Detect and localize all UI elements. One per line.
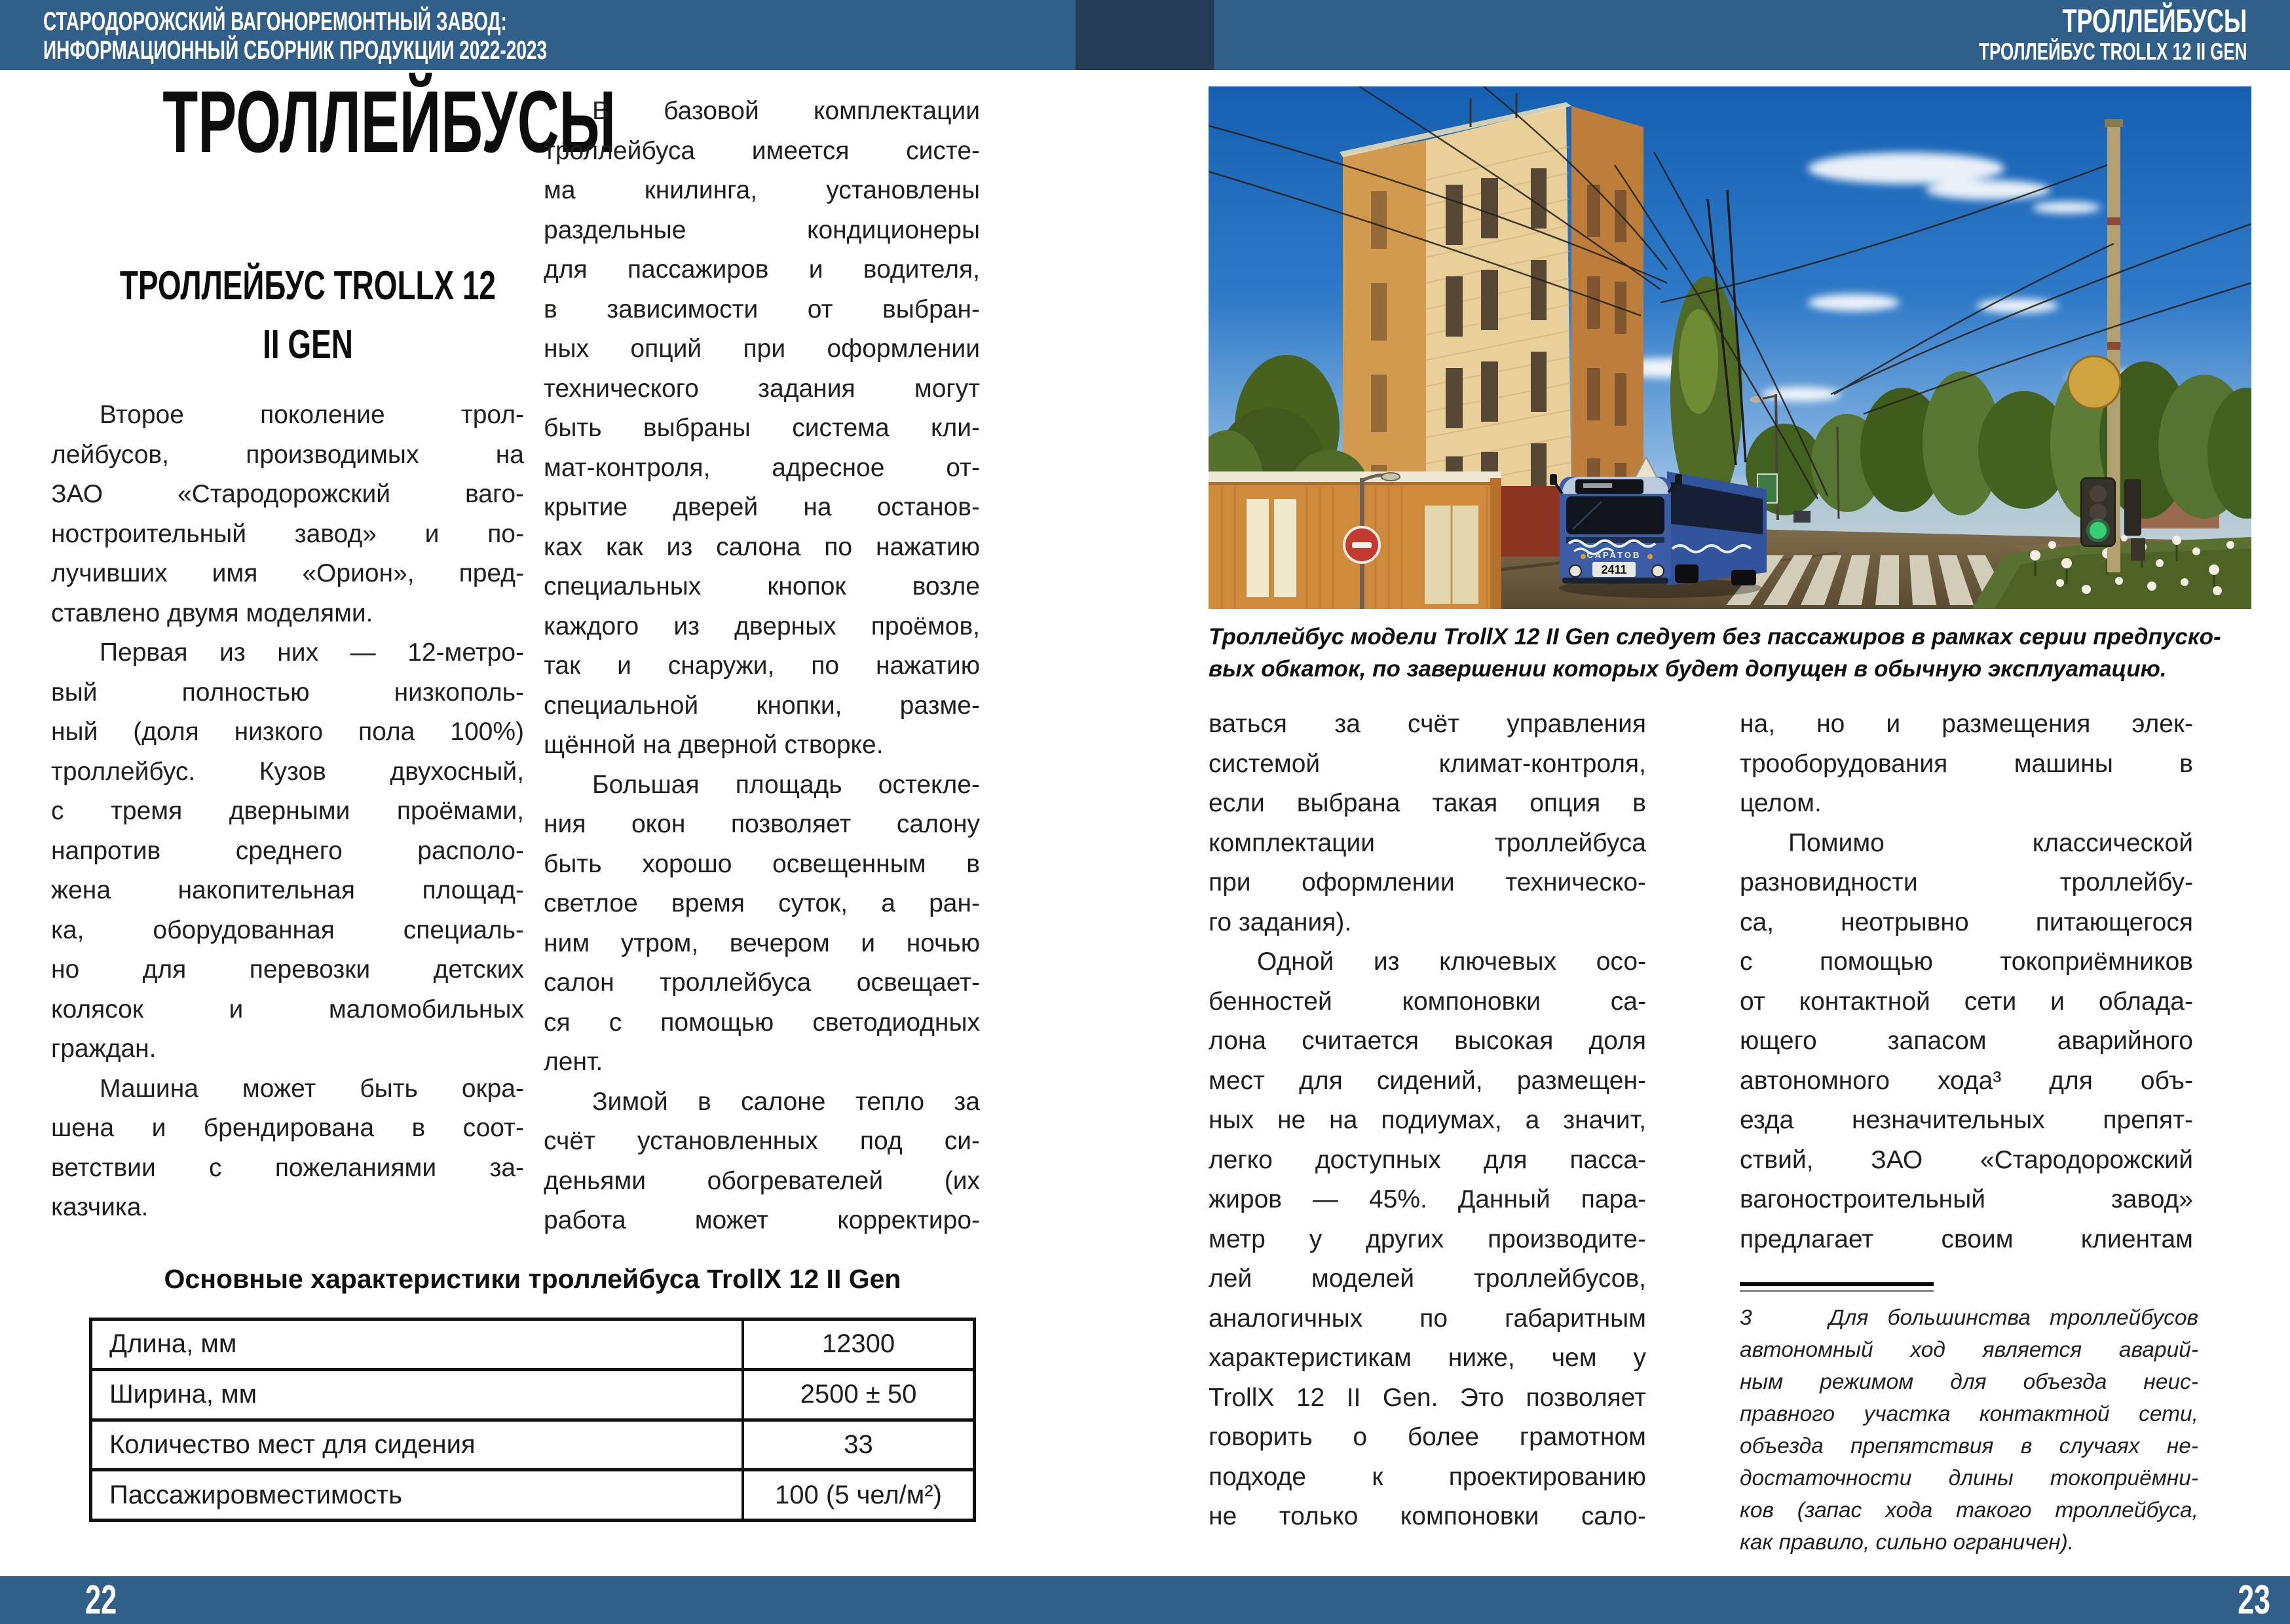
- table-cell-label: Ширина, мм: [92, 1371, 744, 1418]
- text-line: салон троллейбуса освещает-: [544, 969, 980, 997]
- text-line: са, неотрывно питающегося: [1740, 908, 2193, 936]
- text-line: говорить о более грамотном: [1209, 1423, 1646, 1451]
- text-line: ка, оборудованная специаль-: [51, 915, 524, 944]
- text-line: автономного хода³ для объ-: [1740, 1066, 2193, 1095]
- text-line: если выбрана такая опция в: [1209, 789, 1646, 817]
- bus-destination-text: САРАТОВ: [1586, 550, 1642, 560]
- text-line: вый полностью низкополь-: [51, 678, 524, 707]
- text-line: казчика.: [51, 1193, 149, 1221]
- table-cell-value: 12300: [821, 1329, 895, 1359]
- text-line: жена накопительная площад-: [51, 876, 524, 904]
- text-line: целом.: [1740, 789, 1822, 817]
- text-line: ющего запасом аварийного: [1740, 1027, 2193, 1055]
- trolleybus-street-photo: [1209, 86, 2251, 609]
- photo-caption-line2: вых обкаток, по завершении которых будет допущен в обычную эксплуатацию.: [1209, 656, 2167, 682]
- footnote-separator-shadow: [1740, 1290, 1934, 1292]
- table-cell-label: Длина, мм: [92, 1321, 744, 1368]
- text-line: ных не на подиумах, а значит,: [1209, 1106, 1646, 1134]
- page-number-right: 23: [2238, 1578, 2270, 1623]
- text-line: ных опций при оформлении: [544, 335, 980, 363]
- text-line: аналогичных по габаритным: [1209, 1304, 1646, 1333]
- header-right-line2: ТРОЛЛЕЙБУС TROLLX 12 II GEN: [1978, 38, 2247, 65]
- footnote-separator: [1740, 1282, 1934, 1286]
- header-left-line1: СТАРОДОРОЖСКИЙ ВАГОНОРЕМОНТНЫЙ ЗАВОД:: [43, 7, 507, 36]
- text-line: 3 Для большинства троллейбусов: [1740, 1306, 2198, 1330]
- text-line: так и снаружи, по нажатию: [544, 652, 980, 680]
- text-line: Зимой в салоне тепло за: [592, 1087, 980, 1116]
- footnote: [1740, 1302, 2198, 1559]
- text-line: В базовой комплектации: [592, 97, 980, 125]
- text-line: на, но и размещения элек-: [1740, 710, 2193, 738]
- text-line: ваться за счёт управления: [1209, 710, 1646, 738]
- text-line: ветствии с пожеланиями за-: [51, 1153, 524, 1182]
- text-line: лей моделей троллейбусов,: [1209, 1264, 1646, 1293]
- text-line: ным режимом для объезда неис-: [1740, 1370, 2198, 1394]
- table-row: [92, 1468, 973, 1519]
- text-line: Одной из ключевых осо-: [1257, 948, 1646, 976]
- table-cell-label: Количество мест для сидения: [92, 1422, 744, 1469]
- text-line: мест для сидений, размещен-: [1209, 1066, 1646, 1095]
- text-line: предлагает своим клиентам: [1740, 1225, 2193, 1253]
- text-line: комплектации троллейбуса: [1209, 828, 1646, 857]
- text-line: в зависимости от выбран-: [544, 295, 980, 323]
- header-left-line2: ИНФОРМАЦИОННЫЙ СБОРНИК ПРОДУКЦИИ 2022-2023: [43, 36, 548, 65]
- text-line: Первая из них — 12-метро-: [100, 638, 524, 667]
- text-line: езда незначительных препят-: [1740, 1106, 2193, 1134]
- text-line: Второе поколение трол-: [100, 401, 524, 429]
- text-line: но для перевозки детских: [51, 955, 524, 984]
- table-cell-label: Пассажировместимость: [92, 1471, 744, 1519]
- header-section-title: [1875, 4, 2247, 65]
- text-line: троллейбус. Кузов двухосный,: [51, 757, 524, 786]
- text-line: лона считается высокая доля: [1209, 1027, 1646, 1055]
- model-subtitle: [46, 257, 570, 375]
- model-subtitle-line1: ТРОЛЛЕЙБУС TROLLX 12: [119, 263, 497, 308]
- text-line: раздельные кондиционеры: [544, 215, 980, 244]
- table-cell-value: 33: [844, 1430, 873, 1459]
- text-line: крытие дверей на останов-: [544, 493, 980, 521]
- photo-frame: [1209, 86, 2251, 609]
- footer-bar: [0, 1576, 2290, 1624]
- table-row: [92, 1321, 973, 1368]
- table-row: [92, 1368, 973, 1418]
- text-line: трооборудования машины в: [1740, 749, 2193, 778]
- text-line: лент.: [544, 1048, 603, 1076]
- right-page-column-1: [1209, 705, 1646, 1537]
- text-line: работа может корректиро-: [544, 1206, 980, 1234]
- text-line: шена и брендирована в соот-: [51, 1114, 524, 1142]
- text-line: ный (доля низкого пола 100%): [51, 718, 524, 746]
- photo-caption: [1209, 621, 2240, 685]
- left-page-column-1: [51, 396, 524, 1228]
- text-line: ках как из салона по нажатию: [544, 532, 980, 561]
- page-number-left: 22: [85, 1578, 117, 1623]
- text-line: технического задания могут: [544, 374, 980, 403]
- text-line: специальных кнопок возле: [544, 572, 980, 600]
- text-line: светлое время суток, а ран-: [544, 889, 980, 917]
- text-line: го задания).: [1209, 908, 1352, 936]
- text-line: ма книлинга, установлены: [544, 176, 980, 204]
- text-line: Большая площадь остекле-: [592, 770, 980, 799]
- text-line: ствий, ЗАО «Стародорожский: [1740, 1145, 2193, 1174]
- text-line: правного участка контактной сети,: [1740, 1402, 2198, 1426]
- right-page-column-2: [1740, 705, 2193, 1259]
- text-line: ков (запас хода такого троллейбуса,: [1740, 1498, 2198, 1522]
- table-cell-value: 2500 ± 50: [800, 1380, 917, 1409]
- text-line: жиров — 45%. Данный пара-: [1209, 1185, 1646, 1213]
- text-line: деньями обогревателей (их: [544, 1166, 980, 1195]
- text-line: от контактной сети и облада-: [1740, 987, 2193, 1016]
- text-line: достаточности длины токоприёмни-: [1740, 1466, 2198, 1490]
- text-line: граждан.: [51, 1035, 157, 1063]
- text-line: счёт установленных под си-: [544, 1127, 980, 1155]
- text-line: ставлено двумя моделями.: [51, 599, 373, 627]
- header-publication-title: [43, 7, 763, 65]
- text-line: напротив среднего располо-: [51, 836, 524, 865]
- header-spine-panel: [1076, 0, 1214, 70]
- text-line: TrollX 12 II Gen. Это позволяет: [1209, 1383, 1646, 1412]
- text-line: характеристикам ниже, чем у: [1209, 1344, 1646, 1372]
- text-line: системой климат-контроля,: [1209, 749, 1646, 778]
- specs-table: [89, 1318, 976, 1522]
- green-light: [2090, 522, 2107, 539]
- text-line: троллейбуса имеется систе-: [544, 136, 980, 165]
- left-page-column-2: [544, 92, 980, 1241]
- text-line: Машина может быть окра-: [100, 1074, 524, 1103]
- text-line: ся с помощью светодиодных: [544, 1008, 980, 1037]
- header-right-line1: ТРОЛЛЕЙБУСЫ: [2062, 3, 2247, 39]
- text-line: легко доступных для пасса-: [1209, 1145, 1646, 1174]
- text-line: ЗАО «Стародорожский ваго-: [51, 480, 524, 508]
- text-line: объезда препятствия в случаях не-: [1740, 1434, 2198, 1458]
- text-line: ностроительный завод» и по-: [51, 519, 524, 548]
- traffic-light: [2081, 478, 2115, 546]
- text-line: разновидности троллейбу-: [1740, 868, 2193, 896]
- text-line: как правило, сильно ограничен).: [1740, 1530, 2074, 1555]
- text-line: мат-контроля, адресное от-: [544, 453, 980, 482]
- text-line: метр у других производите-: [1209, 1225, 1646, 1253]
- text-line: автономный ход является аварий-: [1740, 1338, 2198, 1362]
- model-subtitle-line2: II GEN: [263, 322, 353, 367]
- text-line: лучивших имя «Орион», пред-: [51, 559, 524, 587]
- text-line: для пассажиров и водителя,: [544, 255, 980, 284]
- bus-number-text: 2411: [1601, 563, 1627, 576]
- table-title: Основные характеристики троллейбуса TrollX 12 II Gen: [164, 1264, 901, 1294]
- text-line: с тремя дверными проёмами,: [51, 797, 524, 825]
- text-line: специальной кнопки, разме-: [544, 691, 980, 720]
- text-line: быть хорошо освещенным в: [544, 849, 980, 878]
- text-line: Помимо классической: [1788, 828, 2193, 857]
- table-cell-value: 100 (5 чел/м²): [775, 1480, 942, 1509]
- text-line: с помощью токоприёмников: [1740, 948, 2193, 976]
- text-line: при оформлении техническо-: [1209, 868, 1646, 896]
- text-line: каждого из дверных проёмов,: [544, 612, 980, 640]
- text-line: ним утром, вечером и ночью: [544, 929, 980, 957]
- page-title: ТРОЛЛЕЙБУСЫ: [162, 73, 616, 171]
- table-row: [92, 1418, 973, 1469]
- text-line: ния окон позволяет салону: [544, 810, 980, 838]
- text-line: не только компоновки сало-: [1209, 1502, 1646, 1530]
- windshield: [1566, 496, 1664, 534]
- yellow-round-sign: [2068, 356, 2120, 409]
- photo-caption-line1: Троллейбус модели TrollX 12 II Gen следует без пассажиров в рамках серии предпуско-: [1209, 624, 2221, 650]
- text-line: быть выбраны система кли-: [544, 414, 980, 442]
- text-line: колясок и маломобильных: [51, 995, 524, 1024]
- text-line: щённой на дверной створке.: [544, 731, 884, 759]
- text-line: вагоностроительный завод»: [1740, 1185, 2193, 1213]
- text-line: подходе к проектированию: [1209, 1462, 1646, 1491]
- text-line: лейбусов, производимых на: [51, 440, 524, 469]
- text-line: бенностей компоновки са-: [1209, 987, 1646, 1016]
